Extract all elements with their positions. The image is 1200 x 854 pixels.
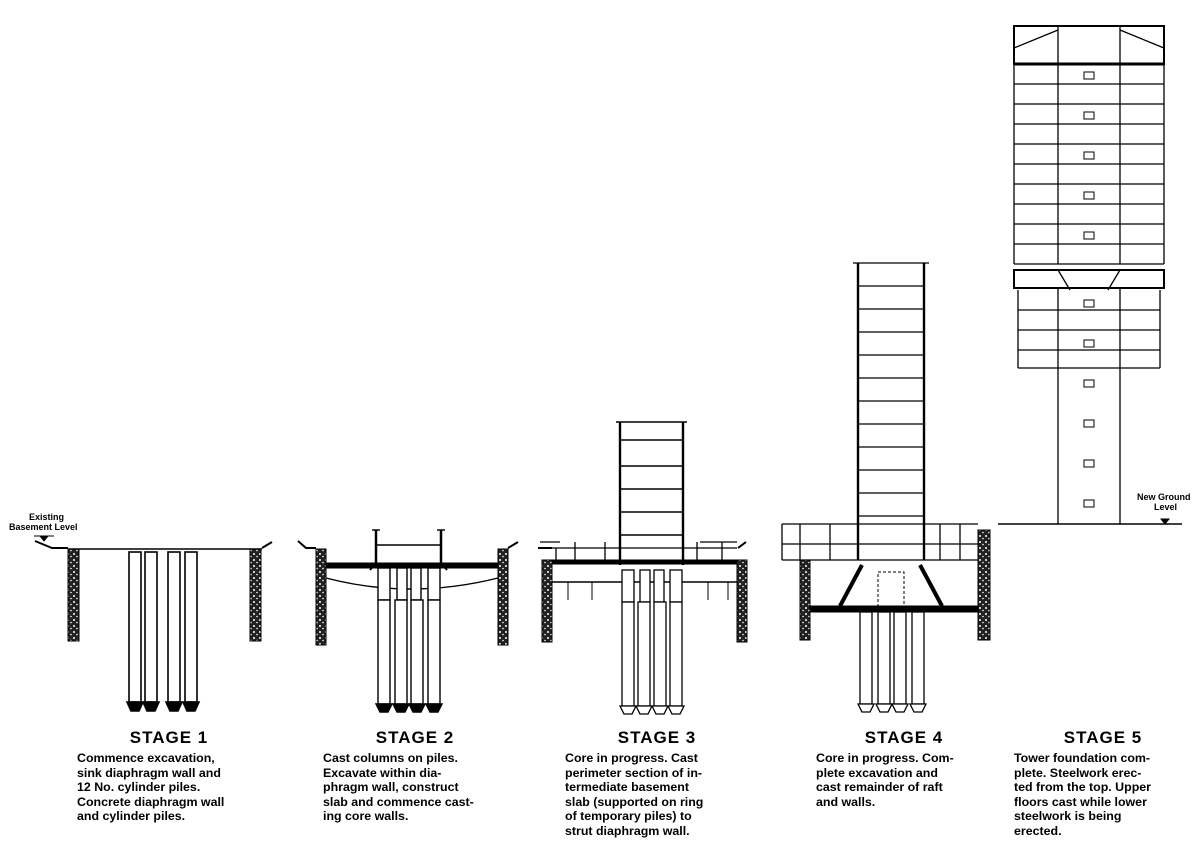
existing-level-label-1: Existing xyxy=(29,512,65,522)
stage-1-drawing xyxy=(34,536,272,711)
diaphragm-wall-left xyxy=(68,549,79,641)
new-ground-label-1: New Ground xyxy=(1137,492,1191,502)
stage-3-drawing xyxy=(538,422,747,714)
stage-2-caption xyxy=(323,728,507,824)
stage-5-drawing xyxy=(998,26,1182,524)
cylinder-piles xyxy=(127,552,199,711)
basement-slab xyxy=(326,563,498,568)
stage-3-description: Core in progress. Cast perimeter section of in- termediate basement slab (supported on ring of temporary piles) to strut diaphragm wall. xyxy=(565,751,704,838)
stage-3-caption xyxy=(565,728,749,839)
stage-2-drawing xyxy=(298,530,518,712)
stage-4-drawing xyxy=(782,263,990,712)
stage-3-title: STAGE 3 xyxy=(617,728,697,747)
stage-5-title: STAGE 5 xyxy=(1063,728,1143,747)
stage-2-title: STAGE 2 xyxy=(375,728,455,747)
stage-5-caption xyxy=(1014,728,1192,839)
stage-2-description: Cast columns on piles. Excavate within dia- phragm wall, construct slab and commence cast- ing core walls. xyxy=(323,751,474,824)
new-ground-label-2: Level xyxy=(1154,502,1178,512)
stage-1-title: STAGE 1 xyxy=(129,728,209,747)
diaphragm-wall-right xyxy=(250,549,261,641)
stage-5-description: Tower foundation com- plete. Steelwork erec- ted from the top. Upper floors cast while lower steelwork is being erected. xyxy=(1014,751,1151,838)
stage-4-caption xyxy=(816,728,992,809)
existing-level-label-2: Basement Level xyxy=(9,522,78,532)
stage-1-caption xyxy=(77,728,261,824)
stage-4-title: STAGE 4 xyxy=(864,728,944,747)
stage-4-description: Core in progress. Com- plete excavation and cast remainder of raft and walls. xyxy=(816,751,954,809)
stage-1-description: Commence excavation, sink diaphragm wall and 12 No. cylinder piles. Concrete diaphragm wall and cylinder piles. xyxy=(77,751,225,824)
